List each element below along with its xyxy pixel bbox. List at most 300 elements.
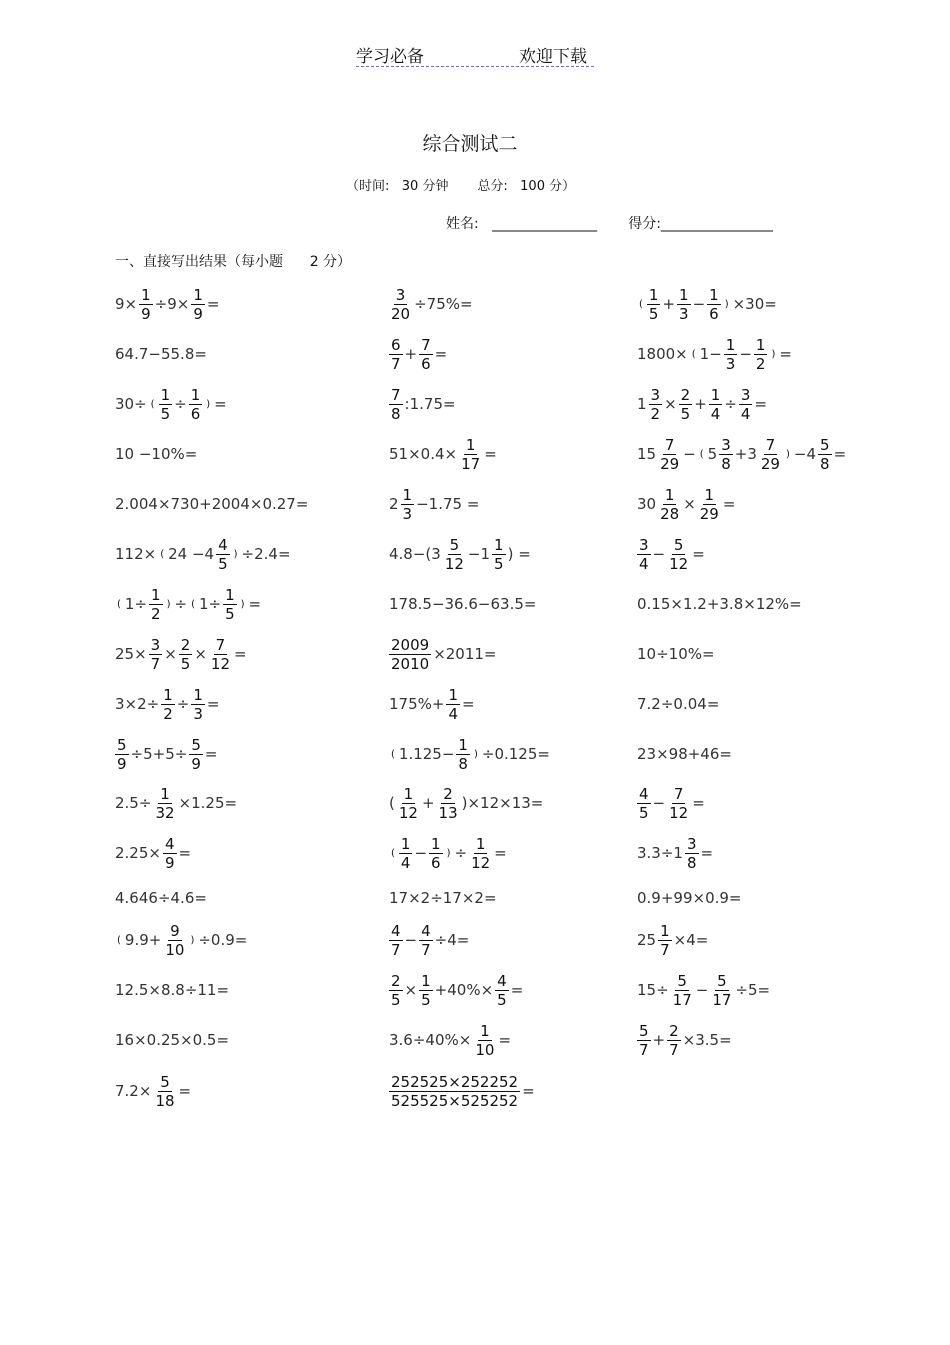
expression-text: × [683, 495, 696, 513]
fraction [389, 1073, 520, 1110]
fraction [443, 536, 466, 573]
expression-text: − [683, 445, 696, 463]
numerator: 2 [669, 1021, 679, 1040]
numerator: 1 [660, 921, 670, 940]
fraction [677, 286, 691, 323]
problem-item [388, 479, 480, 529]
problem-item [388, 429, 498, 479]
fraction [456, 736, 470, 773]
expression-text: )×12×13= [461, 794, 544, 812]
denominator: 12 [669, 803, 689, 822]
expression-text: = [206, 295, 220, 313]
fraction [216, 536, 230, 573]
expression-text: = [178, 1082, 192, 1100]
problem-item [114, 729, 218, 779]
fraction [163, 835, 177, 872]
problem-item [636, 379, 768, 429]
expression-text: − [652, 545, 666, 563]
expression-text: = [722, 495, 736, 513]
expression-text: 25× [115, 645, 147, 663]
expression-text: ×1.25= [178, 794, 238, 812]
numerator: 3 [650, 385, 661, 404]
fraction [698, 486, 721, 523]
numerator: 5 [117, 735, 127, 754]
expression-text: 2.004×730+2004×0.27= [115, 495, 309, 513]
denominator: 9 [141, 304, 151, 323]
fraction [637, 785, 651, 822]
denominator: 18 [155, 1091, 175, 1110]
denominator: 12 [471, 853, 491, 872]
expression-text: 23×98+46= [637, 745, 732, 763]
denominator: 8 [458, 754, 468, 773]
numerator: 5 [160, 1072, 170, 1091]
problem-item [388, 1066, 536, 1116]
fraction [739, 386, 753, 423]
expression-text: = [204, 745, 218, 763]
fraction [495, 972, 509, 1009]
fraction [710, 972, 733, 1009]
expression-text: 4.646÷4.6= [115, 889, 207, 907]
fraction [153, 1073, 176, 1110]
denominator: 32 [155, 803, 175, 822]
expression-text: = [779, 345, 792, 363]
expression-text: = [214, 395, 227, 413]
denominator: 12 [210, 654, 230, 673]
denominator: 2010 [391, 654, 430, 673]
denominator: 5 [218, 554, 228, 573]
fraction [492, 536, 506, 573]
numerator: 1 [448, 685, 458, 704]
expression-text: − [414, 844, 428, 862]
fraction [115, 736, 129, 773]
fraction [153, 785, 176, 822]
fraction [671, 972, 694, 1009]
section-heading: 一、直接写出结果（每小题 2 分） [115, 254, 352, 270]
paren: ( [391, 748, 395, 760]
fraction [389, 636, 431, 673]
page-title: 综合测试二 [422, 133, 518, 155]
expression-text: ÷75%= [414, 295, 473, 313]
numerator: 1 [725, 335, 736, 354]
denominator: 7 [421, 940, 431, 959]
paren: ) [190, 934, 195, 946]
expression-text: ×4= [673, 931, 709, 949]
denominator: 5 [180, 654, 191, 673]
expression-text: 17×2÷17×2= [389, 889, 497, 907]
expression-text: −4 [793, 445, 817, 463]
fraction [707, 286, 721, 323]
problem-item [636, 579, 803, 629]
fraction [658, 436, 681, 473]
expression-text: ( [389, 794, 395, 812]
expression-text: + [404, 345, 418, 363]
expression-text: = [434, 345, 448, 363]
problem-item [636, 629, 716, 679]
expression-text: 10÷10%= [637, 645, 715, 663]
denominator: 17 [712, 990, 732, 1009]
denominator: 29 [699, 504, 719, 523]
expression-text: = [494, 844, 507, 862]
denominator: 17 [672, 990, 692, 1009]
problem-item [636, 1015, 733, 1065]
problem-item [388, 579, 537, 629]
expression-text: 30 [637, 495, 657, 513]
paren: ) [473, 748, 478, 760]
numerator: 1 [664, 485, 675, 504]
problem-item [636, 529, 706, 579]
problem-item [114, 479, 309, 529]
denominator: 6 [190, 404, 201, 423]
numerator: 2 [680, 385, 691, 404]
expression-text: 1− [699, 345, 722, 363]
paren: ( [160, 548, 165, 560]
problem-item [636, 915, 709, 965]
expression-text: + [694, 395, 707, 413]
numerator: 1 [475, 834, 486, 853]
expression-text: + [662, 295, 676, 313]
expression-text: = [700, 844, 714, 862]
expression-text: + [652, 1031, 666, 1049]
numerator: 2 [180, 635, 191, 654]
numerator: 1 [704, 485, 715, 504]
denominator: 5 [160, 404, 171, 423]
problem-item [636, 965, 771, 1015]
numerator: 1 [458, 735, 468, 754]
paren: ( [639, 298, 643, 310]
numerator: 7 [673, 784, 684, 803]
fraction [179, 636, 193, 673]
expression-text: ×2011= [433, 645, 497, 663]
fraction [649, 386, 663, 423]
expression-text: 9.9+ [124, 931, 162, 949]
fraction [818, 436, 832, 473]
numerator: 5 [673, 535, 684, 554]
expression-text: 5 [707, 445, 718, 463]
numerator: 4 [497, 971, 507, 990]
expression-text: − [652, 794, 666, 812]
fraction [389, 922, 403, 959]
paren: ( [699, 448, 704, 460]
expression-text: 1 [637, 395, 647, 413]
fraction [754, 336, 768, 373]
paren: ) [446, 847, 451, 859]
numerator: 3 [395, 285, 406, 304]
numerator: 4 [218, 535, 228, 554]
problem-item [388, 279, 474, 329]
fraction [724, 336, 738, 373]
problem-item [388, 778, 544, 828]
denominator: 10 [165, 940, 185, 959]
problem-item [114, 379, 228, 429]
denominator: 5 [421, 990, 431, 1009]
fraction [419, 922, 433, 959]
expression-text: 15 [637, 445, 657, 463]
fraction [419, 972, 433, 1009]
expression-text: 7.2× [115, 1082, 152, 1100]
fraction [446, 686, 460, 723]
numerator: 5 [191, 735, 201, 754]
expression-text: 10 −10%= [115, 445, 198, 463]
fraction [209, 636, 232, 673]
numerator: 1 [403, 784, 414, 803]
problem-item [636, 329, 793, 379]
problem-item [114, 629, 248, 679]
numerator: 4 [164, 834, 175, 853]
numerator: 5 [717, 971, 727, 990]
fraction [667, 785, 690, 822]
numerator: 1 [141, 285, 151, 304]
denominator: 8 [686, 853, 697, 872]
expression-text: ÷ [174, 395, 187, 413]
denominator: 7 [150, 654, 161, 673]
expression-text: 2 [389, 495, 399, 513]
paren: ) [724, 298, 729, 310]
expression-text: × [164, 645, 177, 663]
problem-item [388, 729, 551, 779]
denominator: 2 [650, 404, 661, 423]
problem-item [114, 279, 220, 329]
numerator: 7 [391, 385, 401, 404]
numerator: 9 [170, 921, 180, 940]
header-right-text: 欢迎下载 [519, 47, 587, 67]
denominator: 4 [639, 554, 649, 573]
fraction [149, 586, 163, 623]
expression-text: 178.5−36.6−63.5= [389, 595, 537, 613]
numerator: 5 [639, 1021, 649, 1040]
denominator: 28 [660, 504, 680, 523]
expression-text: − [692, 295, 706, 313]
expression-text: ÷ [724, 395, 737, 413]
problem-item [636, 778, 706, 828]
numerator: 1 [494, 535, 504, 554]
expression-text: ) = [507, 545, 531, 563]
fraction [139, 286, 153, 323]
denominator: 7 [639, 1040, 649, 1059]
denominator: 4 [448, 704, 458, 723]
expression-text: ÷ [454, 844, 468, 862]
expression-text: 1.125− [398, 745, 455, 763]
fraction [163, 922, 186, 959]
expression-text: × [194, 645, 207, 663]
expression-text: 0.9+99×0.9= [637, 889, 742, 907]
numerator: 1 [190, 385, 201, 404]
expression-text: 64.7−55.8= [115, 345, 207, 363]
numerator: 3 [740, 385, 751, 404]
problem-item [636, 729, 733, 779]
numerator: 3 [721, 435, 731, 454]
fraction [397, 785, 420, 822]
expression-text: ×3.5= [682, 1031, 732, 1049]
numerator: 5 [677, 971, 687, 990]
denominator: 5 [639, 803, 649, 822]
paren: ) [771, 348, 776, 360]
paren: ) [233, 548, 238, 560]
expression-text: 15÷ [637, 981, 669, 999]
denominator: 4 [400, 853, 411, 872]
problem-item [388, 828, 508, 878]
expression-text: ÷4= [434, 931, 470, 949]
expression-text: = [248, 595, 262, 613]
fraction [419, 336, 433, 373]
numerator: 1 [402, 485, 413, 504]
expression-text: + [421, 794, 435, 812]
fraction [161, 686, 175, 723]
denominator: 6 [709, 304, 719, 323]
expression-text: −1 [467, 545, 491, 563]
denominator: 5 [225, 604, 235, 623]
fraction [709, 386, 723, 423]
numerator: 2 [443, 784, 453, 803]
paren: ( [117, 598, 121, 610]
numerator: 7 [765, 435, 776, 454]
denominator: 3 [679, 304, 689, 323]
denominator: 12 [444, 554, 464, 573]
fraction [401, 486, 415, 523]
fraction [667, 536, 690, 573]
denominator: 2 [755, 354, 766, 373]
fraction [719, 436, 733, 473]
denominator: 4 [710, 404, 721, 423]
expression-text: ÷ [176, 695, 190, 713]
expression-text: = [510, 981, 524, 999]
numerator: 1 [193, 285, 203, 304]
denominator: 2 [151, 604, 161, 623]
expression-text: :1.75= [404, 395, 456, 413]
denominator: 5 [680, 404, 691, 423]
fraction [149, 636, 163, 673]
expression-text: 9× [115, 295, 138, 313]
expression-text: ×30= [732, 295, 777, 313]
numerator: 1 [480, 1021, 490, 1040]
denominator: 3 [402, 504, 413, 523]
problem-item [114, 778, 238, 828]
numerator: 1 [679, 285, 689, 304]
expression-text: − [739, 345, 752, 363]
denominator: 5 [648, 304, 659, 323]
problem-item [388, 1015, 512, 1065]
fraction [759, 436, 782, 473]
denominator: 5 [391, 990, 401, 1009]
denominator: 2 [163, 704, 173, 723]
expression-text: 2.25× [115, 844, 161, 862]
paren: ( [391, 847, 395, 859]
expression-text: = [692, 545, 705, 563]
expression-text: ÷5+5÷ [130, 745, 188, 763]
fraction [191, 686, 205, 723]
problem-item [388, 379, 457, 429]
name-score-line: 姓名: _______________ 得分:________________ [446, 216, 773, 232]
expression-text: × [664, 395, 677, 413]
numerator: 1 [225, 585, 235, 604]
expression-text: ÷9× [154, 295, 190, 313]
problem-item [636, 479, 736, 529]
expression-text: 30÷ [115, 395, 147, 413]
denominator: 20 [391, 304, 411, 323]
expression-text: 3.3÷1 [637, 844, 683, 862]
paren: ) [785, 448, 790, 460]
fraction [685, 835, 699, 872]
numerator: 252525×252252 [391, 1072, 519, 1091]
numerator: 4 [421, 921, 431, 940]
numerator: 7 [215, 635, 226, 654]
numerator: 1 [400, 834, 411, 853]
numerator: 1 [465, 435, 476, 454]
paren: ) [166, 598, 171, 610]
fraction [223, 586, 237, 623]
header-left-text: 学习必备 [356, 47, 424, 67]
expression-text: 3×2÷ [115, 695, 160, 713]
expression-text: − [695, 981, 709, 999]
problem-item [636, 429, 847, 479]
denominator: 7 [391, 354, 401, 373]
numerator: 1 [160, 385, 171, 404]
numerator: 1 [755, 335, 766, 354]
problem-item [114, 1066, 192, 1116]
expression-text: ÷2.4= [241, 545, 291, 563]
denominator: 9 [164, 853, 175, 872]
fraction [159, 386, 173, 423]
denominator: 17 [461, 454, 481, 473]
fraction [667, 1022, 681, 1059]
expression-text: = [498, 1031, 512, 1049]
numerator: 5 [820, 435, 830, 454]
expression-text: +40%× [434, 981, 494, 999]
numerator: 7 [421, 335, 431, 354]
numerator: 1 [193, 685, 203, 704]
denominator: 8 [721, 454, 731, 473]
expression-text: = [692, 794, 705, 812]
denominator: 8 [820, 454, 830, 473]
fraction [429, 835, 443, 872]
paren: ( [150, 398, 155, 410]
denominator: 525525×525252 [391, 1091, 519, 1110]
denominator: 6 [421, 354, 431, 373]
denominator: 5 [494, 554, 504, 573]
denominator: 12 [669, 554, 689, 573]
expression-text: 1800× [637, 345, 688, 363]
fraction [469, 835, 492, 872]
expression-text: 2.5÷ [115, 794, 152, 812]
numerator: 5 [449, 535, 460, 554]
paren: ) [240, 598, 245, 610]
numerator: 3 [150, 635, 161, 654]
fraction [637, 536, 651, 573]
expression-text: = [206, 695, 220, 713]
expression-text: = [484, 445, 497, 463]
fraction [473, 1022, 496, 1059]
paren: ( [691, 348, 696, 360]
problem-item [114, 1015, 230, 1065]
fraction [459, 436, 482, 473]
expression-text: 3.6÷40%× [389, 1031, 472, 1049]
denominator: 9 [117, 754, 127, 773]
numerator: 6 [391, 335, 401, 354]
fraction [658, 486, 681, 523]
denominator: 12 [398, 803, 418, 822]
numerator: 1 [163, 685, 173, 704]
problem-item [636, 279, 778, 329]
expression-text: 16×0.25×0.5= [115, 1031, 230, 1049]
numerator: 1 [431, 834, 441, 853]
expression-text: 25 [637, 931, 657, 949]
expression-text: ÷ [174, 595, 188, 613]
denominator: 29 [660, 454, 680, 473]
problem-item [114, 429, 198, 479]
denominator: 7 [391, 940, 401, 959]
numerator: 1 [151, 585, 161, 604]
problem-item [114, 915, 248, 965]
expression-text: = [178, 844, 192, 862]
